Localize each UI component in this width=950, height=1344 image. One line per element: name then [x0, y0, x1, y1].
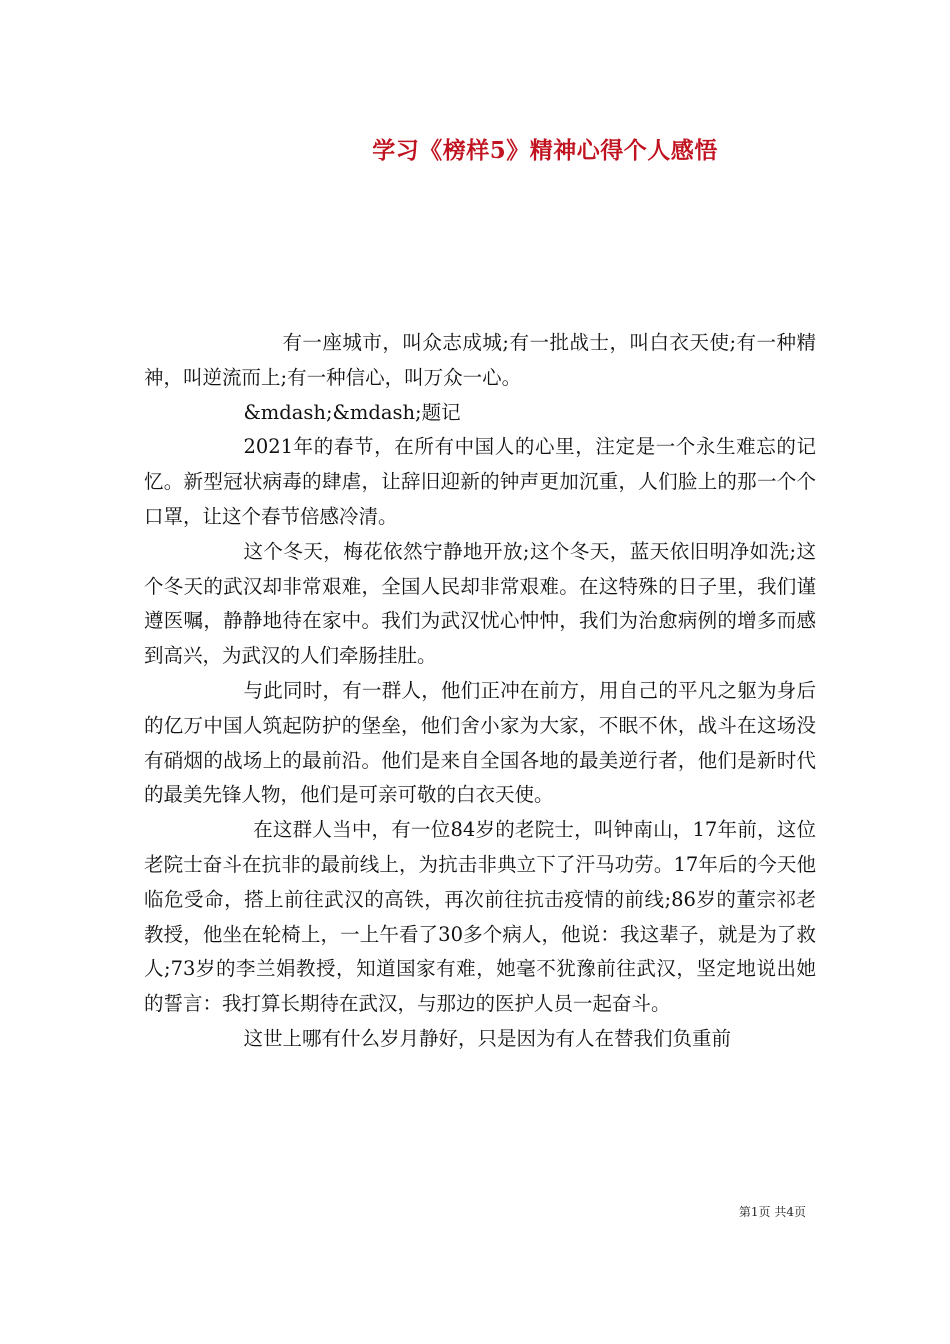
paragraph-epigraph: 有一座城市，叫众志成城;有一批战士，叫白衣天使;有一种精神，叫逆流而上;有一种信心，叫万众一心。: [144, 331, 816, 389]
paragraph-academicians: 在这群人当中，有一位84岁的老院士，叫钟南山，17年前，这位老院士奋斗在抗非的最前线上，为抗击非典立下了汗马功劳。17年后的今天他临危受命，搭上前往武汉的高铁，再次前往抗击疫情的前线;86岁的董宗祁老教授，他坐在轮椅上，一上午看了30多个病人，他说：我这辈子，就是为了救人;73岁的李兰娟教授，知道国家有难，她毫不犹豫前往武汉，坚定地说出她的誓言：我打算长期待在武汉，与那边的医护人员一起奋斗。: [144, 818, 816, 1016]
paragraph-frontline: 与此同时，有一群人，他们正冲在前方，用自己的平凡之躯为身后的亿万中国人筑起防护的堡垒，他们舍小家为大家，不眠不休，战斗在这场没有硝烟的战场上的最前沿。他们是来自全国各地的最美逆行者，他们是新时代的最美先锋人物，他们是可亲可敬的白衣天使。: [144, 678, 816, 807]
paragraph-signature: &mdash;&mdash;题记: [243, 400, 461, 424]
paragraph-closing: 这世上哪有什么岁月静好，只是因为有人在替我们负重前: [243, 1026, 731, 1050]
document-title: 学习《榜样5》精神心得个人感悟: [372, 137, 718, 164]
document-body: [144, 326, 816, 1057]
page-number: 第1页 共4页: [738, 1205, 806, 1219]
paragraph-spring-festival: 2021年的春节，在所有中国人的心里，注定是一个永生难忘的记忆。新型冠状病毒的肆虐，让辞旧迎新的钟声更加沉重，人们脸上的那一个个口罩，让这个春节倍感冷清。: [144, 435, 816, 528]
paragraph-winter: 这个冬天，梅花依然宁静地开放;这个冬天，蓝天依旧明净如洗;这个冬天的武汉却非常艰难，全国人民却非常艰难。在这特殊的日子里，我们谨遵医嘱，静静地待在家中。我们为武汉忧心忡忡，我们为治愈病例的增多而感到高兴，为武汉的人们牵肠挂肚。: [144, 539, 816, 668]
